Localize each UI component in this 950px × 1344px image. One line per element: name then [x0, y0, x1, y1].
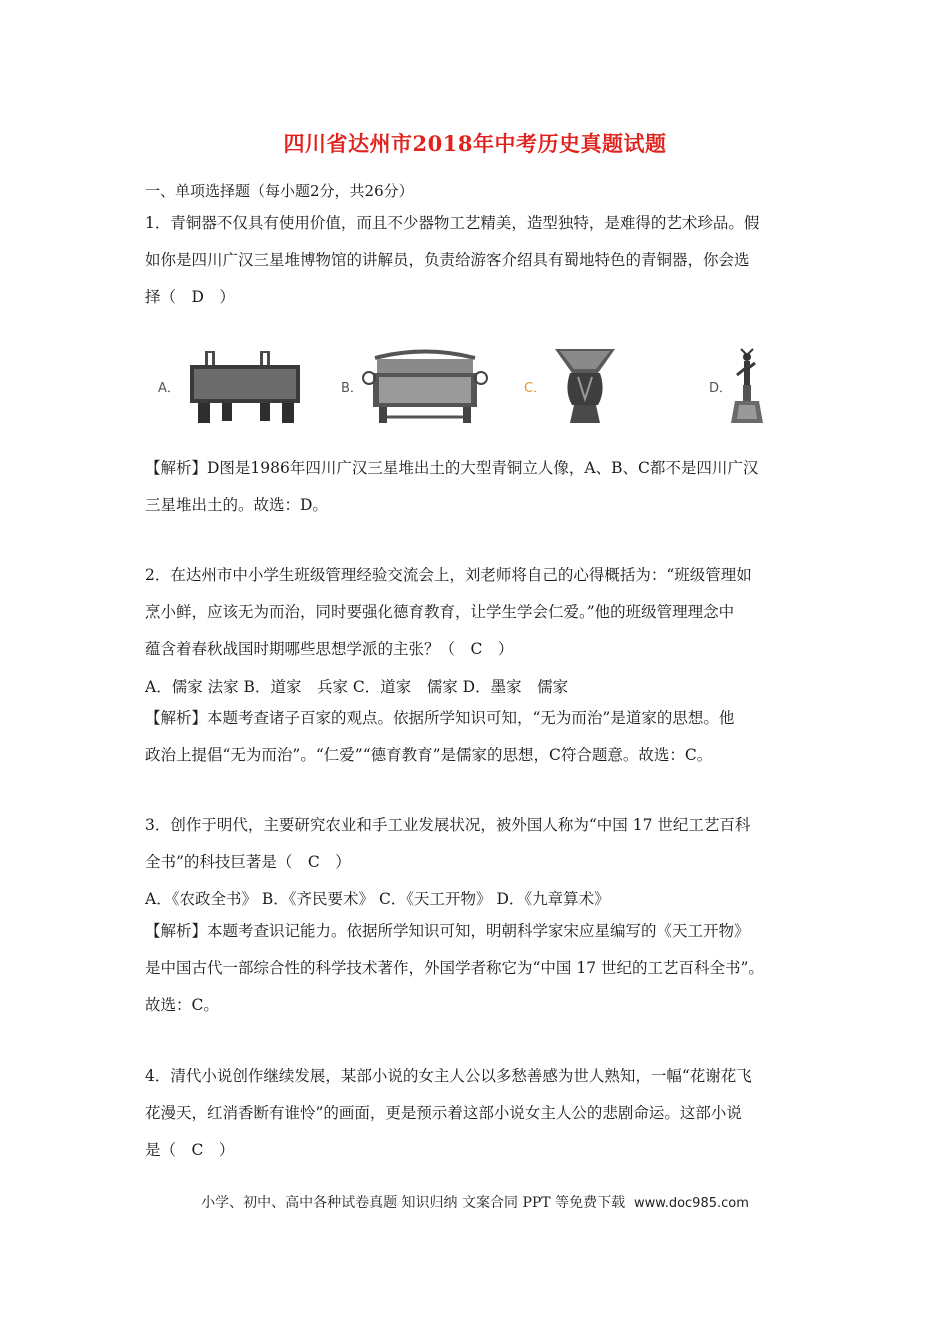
question-4-line: 4．清代小说创作继续发展，某部小说的女主人公以多愁善感为世人熟知，一幅“花谢花飞 [145, 1067, 752, 1085]
analysis-line: 政治上提倡“无为而治”。“仁爱”“德育教育”是儒家的思想，C符合题意。故选：C。 [145, 746, 713, 764]
question-4-line: 花漫天，红消香断有谁怜”的画面，更是预示着这部小说女主人公的悲剧命运。这部小说 [145, 1104, 742, 1122]
question-2-options: A．儒家 法家 B．道家 兵家 C．道家 儒家 D．墨家 儒家 [145, 678, 569, 696]
question-1-analysis [145, 450, 815, 524]
option-d-image [705, 343, 815, 428]
analysis-line: 是中国古代一部综合性的科学技术著作，外国学者称它为“中国 17 世纪的工艺百科全书”。 [145, 959, 764, 977]
question-3-options: A．《农政全书》 B．《齐民要术》 C．《天工开物》 D．《九章算术》 [145, 890, 610, 908]
page-footer [0, 1192, 950, 1212]
question-3-line: 3．创作于明代，主要研究农业和手工业发展状况，被外国人称为“中国 17 世纪工艺百科 [145, 816, 751, 834]
analysis-line: 三星堆出土的。故选：D。 [145, 496, 328, 514]
square-ding-icon [150, 343, 310, 428]
analysis-line: 【解析】本题考查诸子百家的观点。依据所学知识可知，“无为而治”是道家的思想。他 [145, 709, 735, 727]
question-4 [145, 1058, 815, 1169]
option-a-label: A． [158, 381, 180, 396]
question-1-line: 如你是四川广汉三星堆博物馆的讲解员，负责给游客介绍具有蜀地特色的青铜器，你会选 [145, 251, 750, 269]
analysis-line: 【解析】本题考查识记能力。依据所学知识可知，明朝科学家宋应星编写的《天工开物》 [145, 922, 750, 940]
footer-url-link[interactable]: www.doc985.com [633, 1196, 749, 1211]
analysis-line: 【解析】D图是1986年四川广汉三星堆出土的大型青铜立人像，A、B、C都不是四川广汉 [145, 459, 759, 477]
option-c-image [520, 343, 640, 428]
ornate-vessel-icon [335, 343, 495, 428]
option-c-label: C． [524, 381, 547, 396]
question-2-line: 蕴含着春秋战国时期哪些思想学派的主张？（ C ） [145, 640, 514, 658]
analysis-line: 故选：C。 [145, 996, 219, 1014]
question-2-line: 2．在达州市中小学生班级管理经验交流会上，刘老师将自己的心得概括为：“班级管理如 [145, 566, 752, 584]
question-3 [145, 807, 815, 881]
footer-text: 小学、初中、高中各种试卷真题 知识归纳 文案合同 PPT 等免费下载 [201, 1195, 626, 1211]
section-heading: 一、单项选择题（每小题2分，共26分） [145, 182, 414, 200]
question-3-analysis [145, 913, 815, 1024]
bronze-figure-icon [705, 343, 815, 428]
question-4-line: 是（ C ） [145, 1141, 235, 1159]
option-b-image [335, 343, 495, 428]
question-2-line: 烹小鲜，应该无为而治，同时要强化德育教育，让学生学会仁爱。”他的班级管理理念中 [145, 603, 735, 621]
option-b-label: B． [341, 381, 363, 396]
bronze-images-row [150, 343, 810, 428]
option-d-label: D． [709, 381, 733, 396]
document-title: 四川省达州市2018年中考历史真题试题 [283, 131, 667, 156]
question-2-analysis [145, 700, 815, 774]
question-1-line: 1．青铜器不仅具有使用价值，而且不少器物工艺精美，造型独特，是难得的艺术珍品。假 [145, 214, 760, 232]
zun-vessel-icon [520, 343, 640, 428]
option-a-image [150, 343, 310, 428]
question-1-line: 择（ D ） [145, 288, 235, 306]
question-1 [145, 205, 815, 316]
question-3-line: 全书”的科技巨著是（ C ） [145, 853, 351, 871]
question-2 [145, 557, 815, 668]
